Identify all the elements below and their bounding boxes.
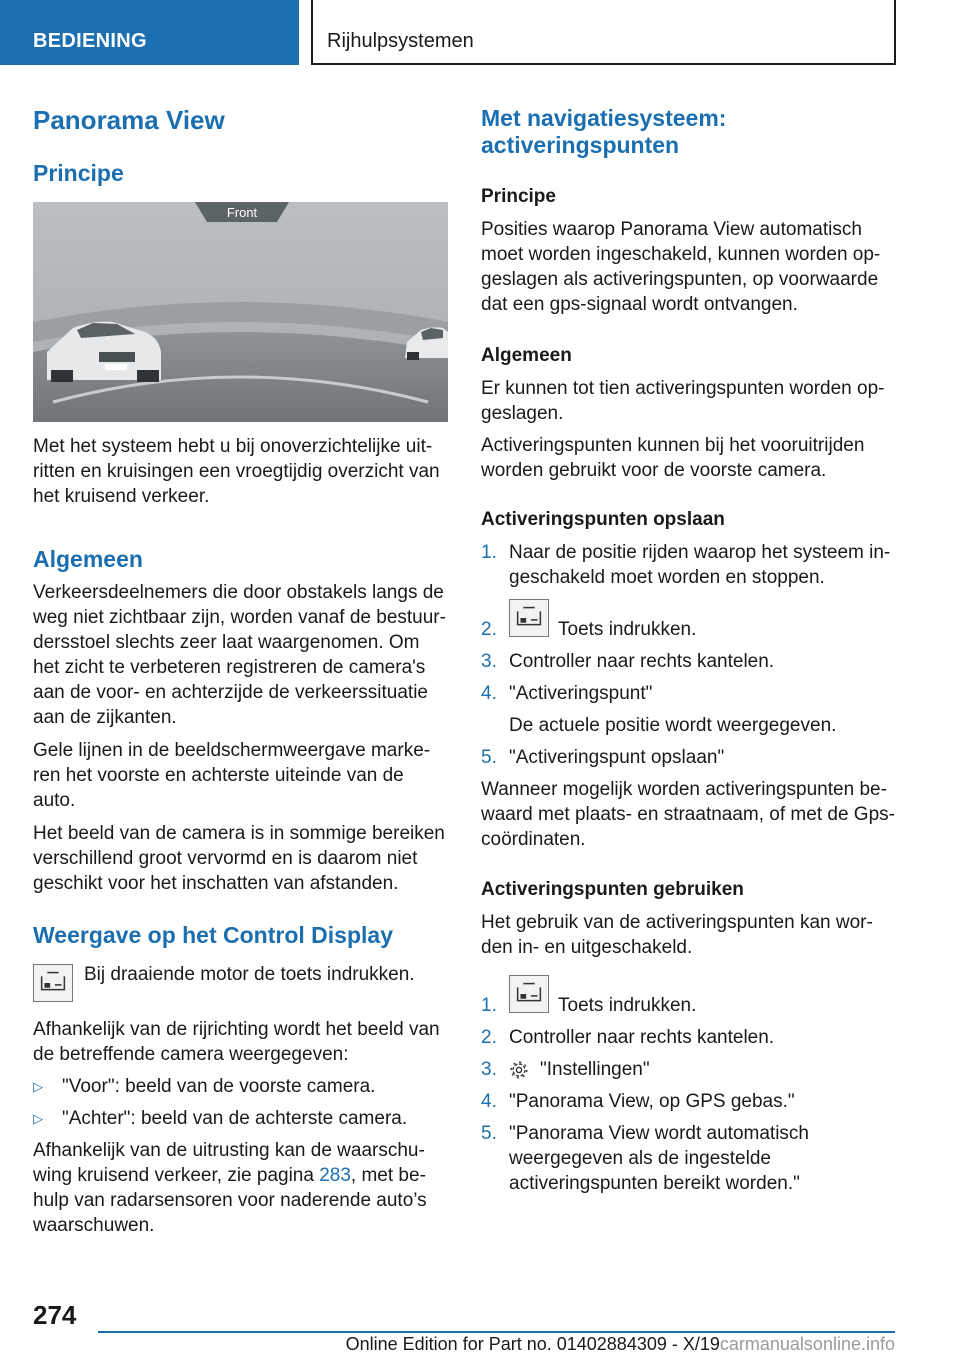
- footer-edition: [300, 1334, 895, 1355]
- warn-p-1: Afhankelijk van de uitrusting kan de waarschu-: [33, 1140, 425, 1161]
- chapter-tab: BEDIENING: [0, 0, 299, 65]
- footer-divider: [98, 1331, 895, 1333]
- opslaan-step-4-result: De actuele positie wordt weergegeven.: [509, 715, 837, 736]
- opslaan-step-3: Controller naar rechts kantelen.: [509, 651, 775, 672]
- principe-right-4: dat een gps-signaal wordt ontvangen.: [481, 294, 798, 315]
- algemeen-right-3: Activeringspunten kunnen bij het vooruitrijden: [481, 435, 865, 456]
- step-number: 2.: [481, 1027, 497, 1048]
- step-number: 5.: [481, 747, 497, 768]
- gebruiken-step-1: Toets indrukken.: [558, 995, 697, 1016]
- opslaan-step-4: "Activeringspunt": [509, 683, 653, 704]
- step-number: 3.: [481, 1059, 497, 1080]
- heading-gebruiken: Activeringspunten gebruiken: [481, 879, 744, 900]
- step-number: 3.: [481, 651, 497, 672]
- gebruiken-step-5b: weergegeven als de ingestelde: [509, 1148, 771, 1169]
- warn-p-2-pre: wing kruisend verkeer, zie pagina: [33, 1165, 320, 1186]
- heading-principe: Principe: [33, 160, 124, 186]
- step-number: 4.: [481, 683, 497, 704]
- principe-right-2: moet worden ingeschakeld, kunnen worden op-: [481, 244, 881, 265]
- algemeen-p3-2: verschillend groot vervormd en is daarom niet: [33, 848, 418, 869]
- weergave-p1-2: de betreffende camera weergegeven:: [33, 1044, 349, 1065]
- algemeen-p2-1: Gele lijnen in de beeldschermweergave marke-: [33, 740, 431, 761]
- algemeen-right-2: geslagen.: [481, 403, 564, 424]
- camera-button-icon: [509, 599, 549, 637]
- section-title: Rijhulpsystemen: [311, 0, 896, 65]
- step-number: 5.: [481, 1123, 497, 1144]
- camera-button-icon: [509, 975, 549, 1013]
- algemeen-p1-4: het zicht te verbeteren registreren de camera's: [33, 657, 426, 678]
- gear-icon: [509, 1060, 529, 1080]
- principe-text-2: ritten en kruisingen een vroegtijdig overzicht van: [33, 461, 440, 482]
- gebruiken-step-4: "Panorama View, op GPS gebas.": [509, 1091, 795, 1112]
- principe-right-1: Posities waarop Panorama View automatisch: [481, 219, 862, 240]
- gebruiken-step-2: Controller naar rechts kantelen.: [509, 1027, 775, 1048]
- title-panorama-view: Panorama View: [33, 105, 225, 135]
- warn-p-2: [33, 1163, 426, 1188]
- algemeen-p1-3: dersstoel slechts zeer laat waargenomen. Om: [33, 632, 420, 653]
- footer-edition-text: Online Edition for Part no. 01402884309 - X/19: [345, 1334, 720, 1354]
- title-navigatie-1: Met navigatiesysteem:: [481, 105, 727, 131]
- warn-p-3: hulp van radarsensoren voor naderende auto’s: [33, 1190, 427, 1211]
- title-navigatie-2: activeringspunten: [481, 132, 680, 158]
- heading-principe-right: Principe: [481, 186, 556, 207]
- step-number: 1.: [481, 995, 497, 1016]
- gebruiken-step-5c: activeringspunten bereikt worden.": [509, 1173, 800, 1194]
- triangle-bullet-icon: ▷: [33, 1111, 43, 1126]
- algemeen-p1-5: aan de voor- en achterzijde de verkeerssituatie: [33, 682, 429, 703]
- weergave-icon-text: Bij draaiende motor de toets indrukken.: [84, 964, 415, 985]
- principe-text-1: Met het systeem hebt u bij onoverzichtelijke uit-: [33, 436, 433, 457]
- page-number: 274: [33, 1300, 77, 1330]
- algemeen-p1-6: aan de zijkanten.: [33, 707, 177, 728]
- opslaan-step-2: Toets indrukken.: [558, 619, 697, 640]
- gebruiken-step-5a: "Panorama View wordt automatisch: [509, 1123, 809, 1144]
- image-label-front: Front: [226, 205, 258, 220]
- algemeen-p3-1: Het beeld van de camera is in sommige bereiken: [33, 823, 445, 844]
- triangle-bullet-icon: ▷: [33, 1079, 43, 1094]
- footer-watermark: carmanualsonline.info: [719, 1334, 895, 1354]
- algemeen-p3-3: geschikt voor het inschatten van afstanden.: [33, 873, 399, 894]
- gebruiken-p-1: Het gebruik van de activeringspunten kan wor-: [481, 912, 873, 933]
- step-number: 4.: [481, 1091, 497, 1112]
- algemeen-p1-2: weg niet zichtbaar zijn, worden vanaf de bestuur-: [33, 607, 446, 628]
- heading-algemeen-right: Algemeen: [481, 345, 572, 366]
- gebruiken-p-2: den in- en uitgeschakeld.: [481, 937, 693, 958]
- opslaan-after-1: Wanneer mogelijk worden activeringspunten be-: [481, 779, 887, 800]
- opslaan-step-1b: geschakeld moet worden en stoppen.: [509, 567, 825, 588]
- gebruiken-step-3: "Instellingen": [540, 1059, 650, 1080]
- opslaan-step-5: "Activeringspunt opslaan": [509, 747, 725, 768]
- algemeen-right-1: Er kunnen tot tien activeringspunten worden op-: [481, 378, 885, 399]
- warn-p-4: waarschuwen.: [33, 1215, 155, 1236]
- algemeen-p1-1: Verkeersdeelnemers die door obstakels langs de: [33, 582, 444, 603]
- opslaan-after-2: waard met plaats- en straatnaam, of met de Gps-: [481, 804, 895, 825]
- algemeen-right-4: worden gebruikt voor de voorste camera.: [481, 460, 827, 481]
- bullet-achter: "Achter": beeld van de achterste camera.: [62, 1108, 408, 1129]
- heading-opslaan: Activeringspunten opslaan: [481, 509, 725, 530]
- step-number: 1.: [481, 542, 497, 563]
- bullet-voor: "Voor": beeld van de voorste camera.: [62, 1076, 376, 1097]
- heading-weergave: Weergave op het Control Display: [33, 922, 393, 948]
- heading-algemeen: Algemeen: [33, 546, 143, 572]
- camera-button-icon: [33, 964, 73, 1002]
- warn-p-2-post: , met be-: [350, 1165, 426, 1186]
- weergave-p1-1: Afhankelijk van de rijrichting wordt het beeld van: [33, 1019, 440, 1040]
- step-number: 2.: [481, 619, 497, 640]
- principe-text-3: het kruisend verkeer.: [33, 486, 210, 507]
- opslaan-step-1a: Naar de positie rijden waarop het systeem in-: [509, 542, 891, 563]
- opslaan-after-3: coördinaten.: [481, 829, 586, 850]
- algemeen-p2-3: auto.: [33, 790, 76, 811]
- page-link-283[interactable]: 283: [319, 1165, 351, 1186]
- camera-view-image: [33, 202, 448, 422]
- principe-right-3: geslagen als activeringspunten, op voorwaarde: [481, 269, 879, 290]
- algemeen-p2-2: ren het voorste en achterste uiteinde van de: [33, 765, 404, 786]
